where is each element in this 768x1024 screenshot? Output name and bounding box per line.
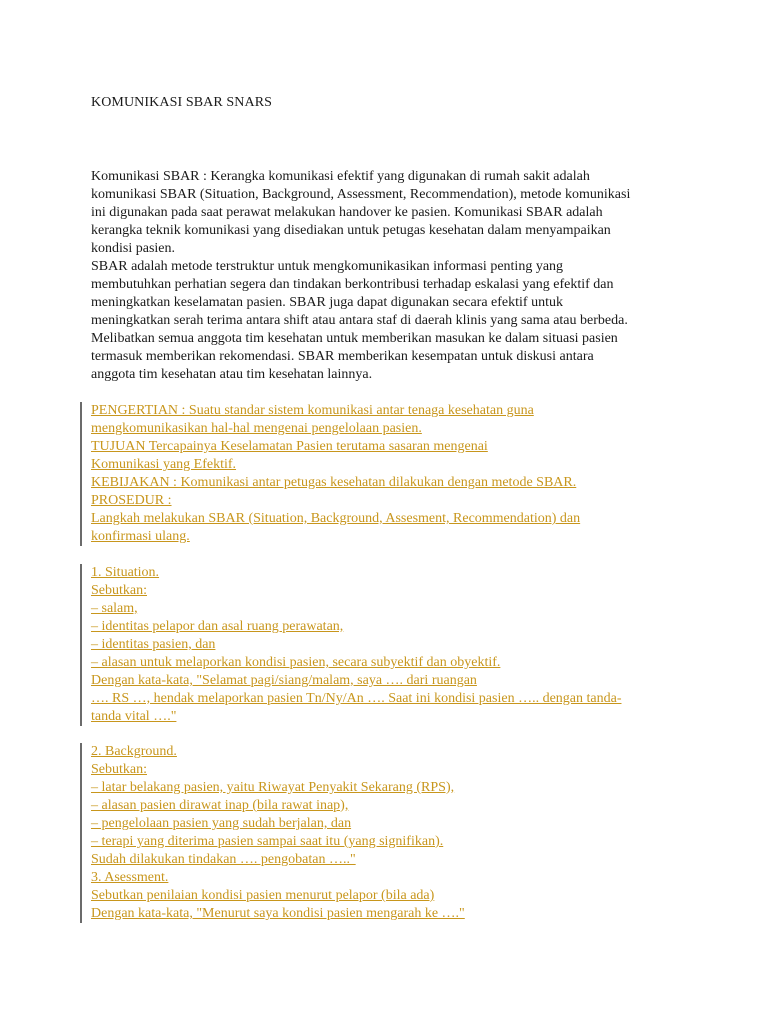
situation-quote-block [80, 564, 621, 726]
quote-link[interactable]: 2. Background. [91, 744, 177, 759]
policy-quote-block [80, 402, 580, 546]
quote-link[interactable]: …. RS …, hendak melaporkan pasien Tn/Ny/An …. Saat ini kondisi pasien ….. dengan tanda- [91, 691, 622, 706]
quote-link[interactable]: Dengan kata-kata, "Selamat pagi/siang/malam, saya …. dari ruangan [91, 673, 477, 688]
quote-link[interactable]: – pengelolaan pasien yang sudah berjalan, dan [91, 816, 352, 831]
intro-paragraph: Komunikasi SBAR : Kerangka komunikasi efektif yang digunakan di rumah sakit adalah komunikasi SBAR (Situation, Background, Assessment, Recommendation), metode komunikasi ini digunakan pada saat perawat melakukan handover ke pasien. Komunikasi SBAR adalah kerangka teknik komunikasi yang disediakan untuk petugas kesehatan dalam menyampaikan kondisi pasien. [91, 169, 631, 256]
quote-link[interactable]: – alasan untuk melaporkan kondisi pasien, secara subyektif dan obyektif. [91, 655, 501, 670]
quote-link[interactable]: TUJUAN Tercapainya Keselamatan Pasien terutama sasaran mengenai [91, 439, 488, 454]
quote-link[interactable]: 3. Asessment. [91, 870, 169, 885]
quote-link[interactable]: Dengan kata-kata, "Menurut saya kondisi pasien mengarah ke …." [91, 906, 465, 921]
quote-link[interactable]: Sebutkan penilaian kondisi pasien menurut pelapor (bila ada) [91, 888, 435, 903]
quote-link[interactable]: mengkomunikasikan hal-hal mengenai pengelolaan pasien. [91, 421, 422, 436]
quote-link[interactable]: Sudah dilakukan tindakan …. pengobatan ….." [91, 852, 356, 867]
quote-link[interactable]: Sebutkan: [91, 762, 147, 777]
background-assessment-quote-block [80, 743, 465, 923]
quote-link[interactable]: 1. Situation. [91, 565, 160, 580]
quote-link[interactable]: Langkah melakukan SBAR (Situation, Background, Assesment, Recommendation) dan [91, 511, 581, 526]
quote-link[interactable]: – identitas pasien, dan [91, 637, 216, 652]
quote-link[interactable]: PROSEDUR : [91, 493, 172, 508]
quote-link[interactable]: Komunikasi yang Efektif. [91, 457, 237, 472]
quote-link[interactable]: – salam, [91, 601, 138, 616]
quote-link[interactable]: PENGERTIAN : Suatu standar sistem komunikasi antar tenaga kesehatan guna [91, 403, 534, 418]
quote-link[interactable]: KEBIJAKAN : Komunikasi antar petugas kesehatan dilakukan dengan metode SBAR. [91, 475, 577, 490]
quote-link[interactable]: tanda vital …." [91, 709, 177, 724]
quote-link[interactable]: – terapi yang diterima pasien sampai saat itu (yang signifikan). [91, 834, 444, 849]
quote-link[interactable]: Sebutkan: [91, 583, 147, 598]
page-title: KOMUNIKASI SBAR SNARS [91, 95, 273, 110]
quote-link[interactable]: konfirmasi ulang. [91, 529, 190, 544]
sbar-definition-paragraph: SBAR adalah metode terstruktur untuk mengkomunikasikan informasi penting yang membutuhkan perhatian segera dan tindakan berkontribusi terhadap eskalasi yang efektif dan meningkatkan keselamatan pasien. SBAR juga dapat digunakan secara efektif untuk meningkatkan serah terima antara shift atau antara staf di daerah klinis yang sama atau berbeda. Melibatkan semua anggota tim kesehatan untuk memberikan masukan ke dalam situasi pasien termasuk memberikan rekomendasi. SBAR memberikan kesempatan untuk diskusi antara anggota tim kesehatan atau tim kesehatan lainnya. [91, 259, 628, 382]
quote-link[interactable]: – identitas pelapor dan asal ruang perawatan, [91, 619, 344, 634]
quote-link[interactable]: – alasan pasien dirawat inap (bila rawat inap), [91, 798, 349, 813]
quote-link[interactable]: – latar belakang pasien, yaitu Riwayat Penyakit Sekarang (RPS), [91, 780, 455, 795]
